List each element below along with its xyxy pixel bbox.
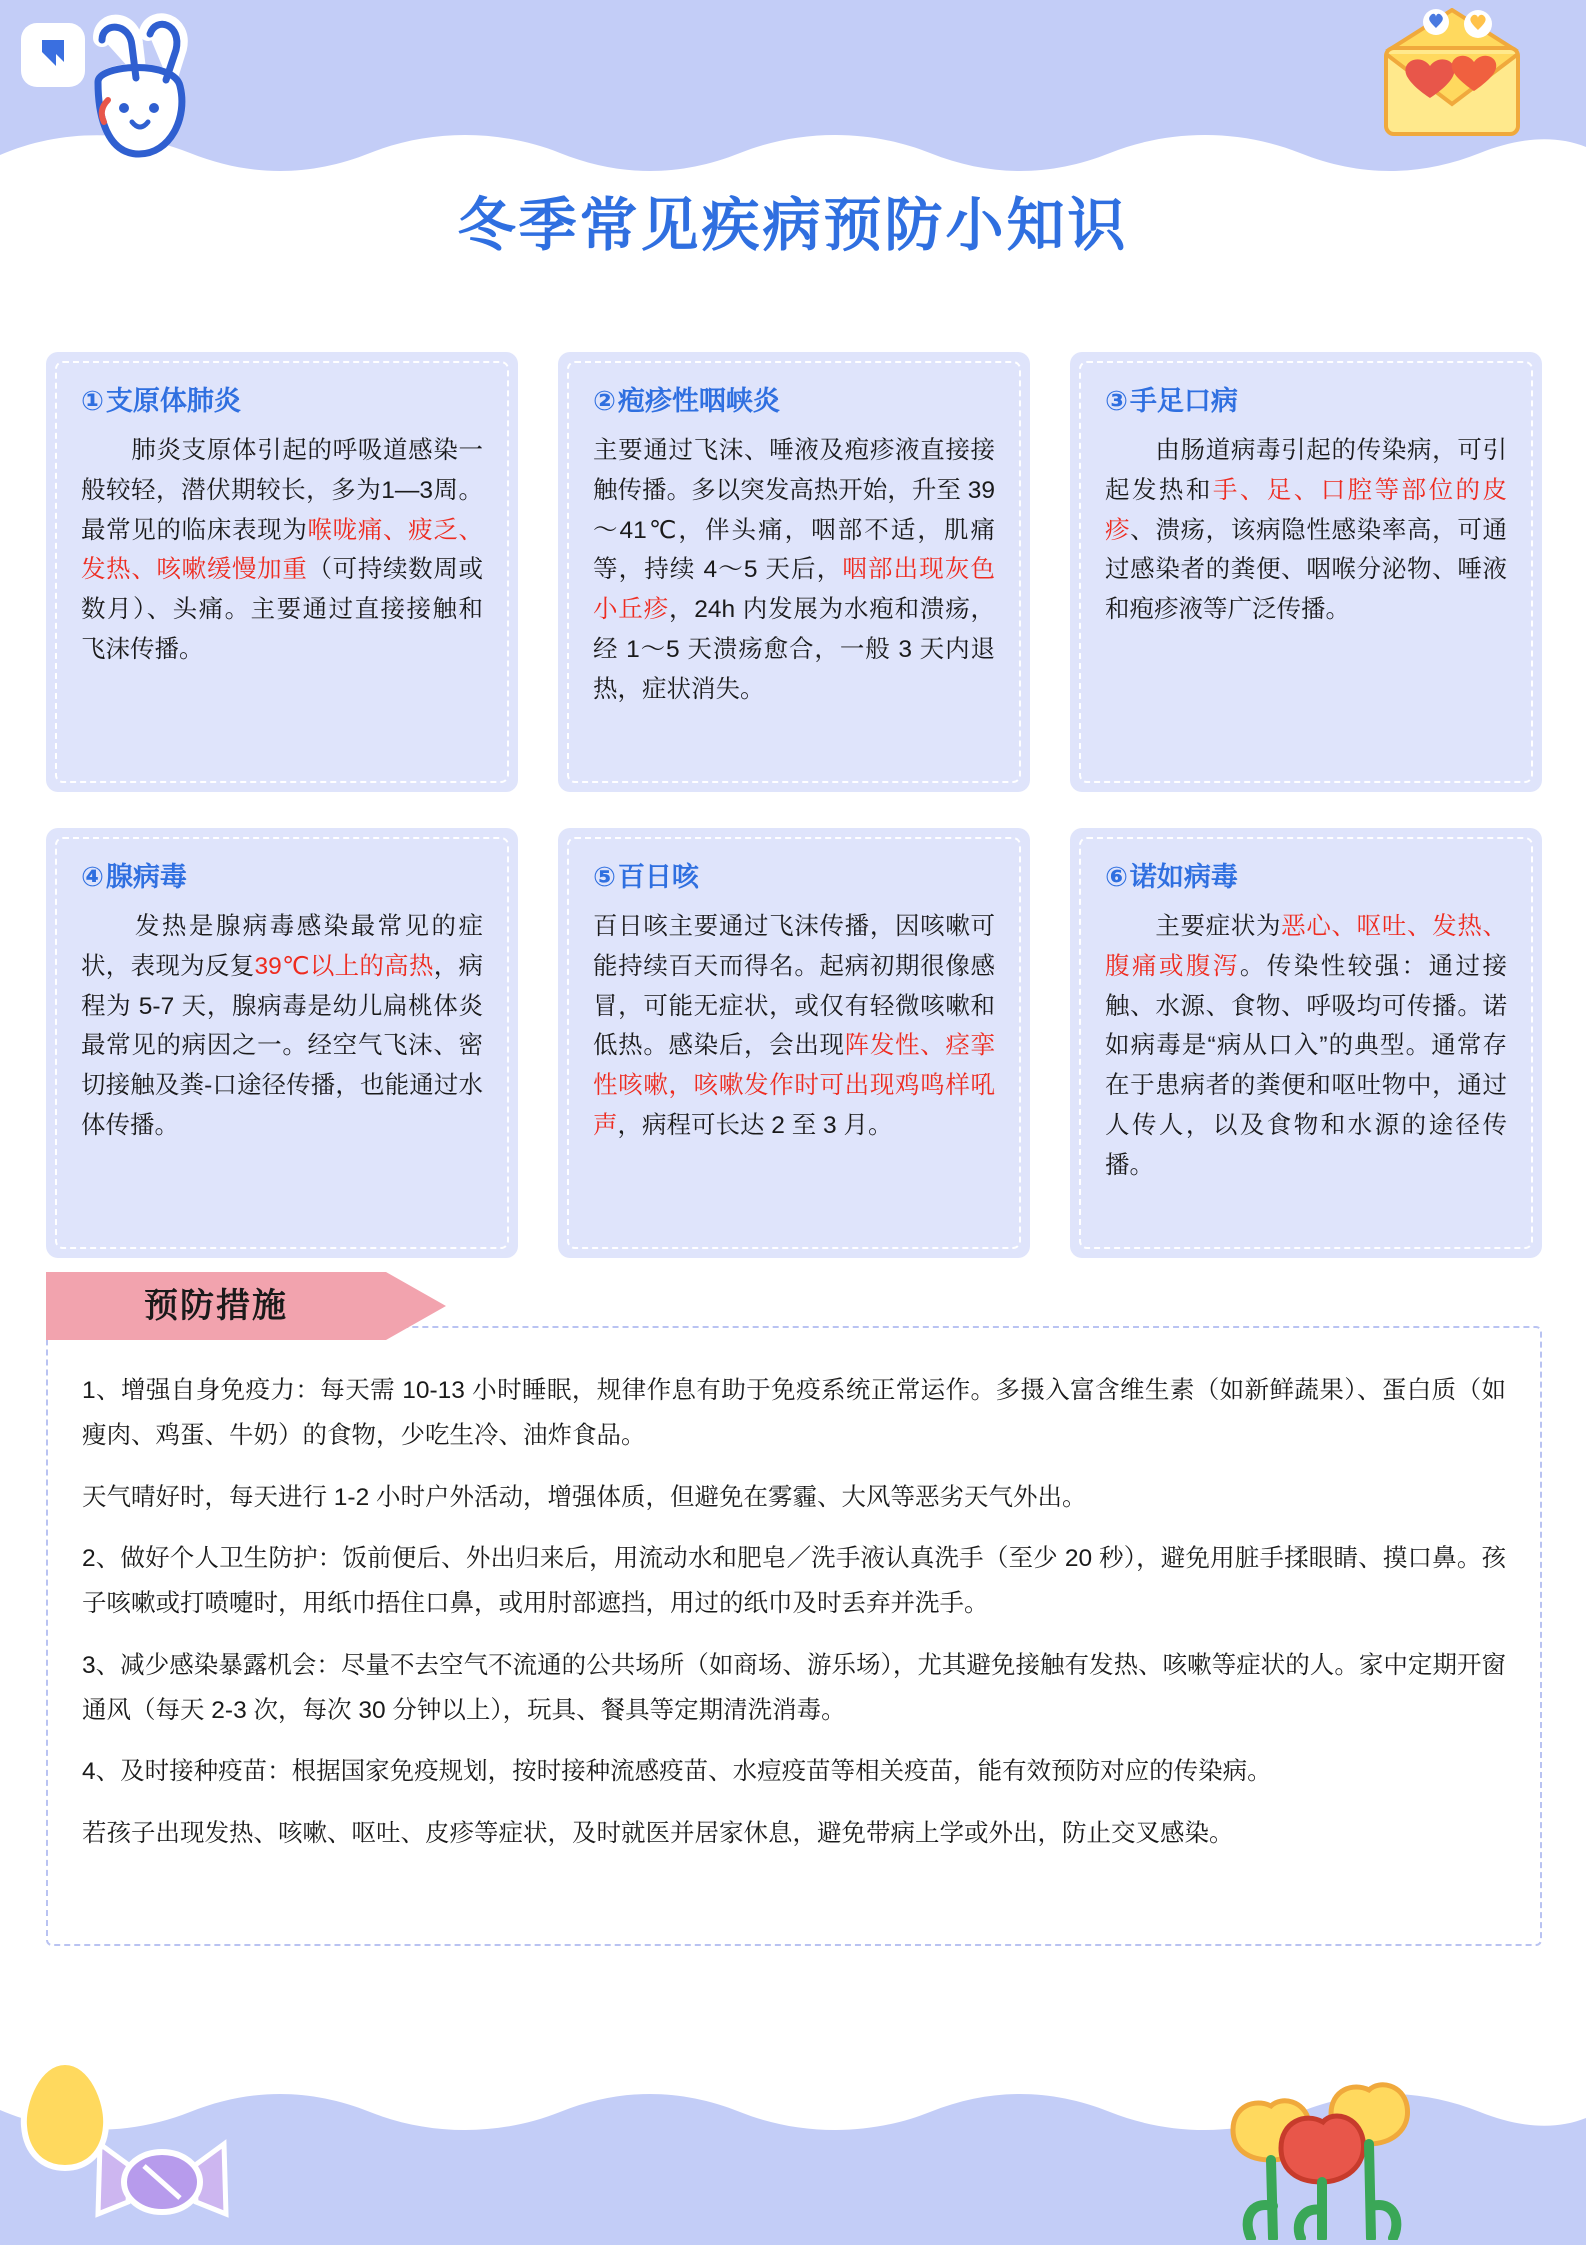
card-4-title: 腺病毒 [105,862,187,892]
disease-card-1 [46,352,518,792]
disease-card-5 [558,828,1030,1258]
card-3-number: ③ [1105,386,1128,416]
prevention-paragraph-1: 1、增强自身免疫力：每天需 10-13 小时睡眠，规律作息有助于免疫系统正常运作。多摄入富含维生素（如新鲜蔬果）、蛋白质（如瘦肉、鸡蛋、牛奶）的食物，少吃生冷、油炸食品。 [82,1377,1506,1450]
card-4-number: ④ [81,862,104,892]
card-1-text-a: 肺炎支原体引起的呼吸道感染一般较轻，潜伏期较长，多为1—3周。最常见的临床表现为 [81,437,483,544]
card-6-text-a: 主要症状为 [1105,913,1282,941]
card-1-text-highlight: 喉咙痛、疲乏、发热、咳嗽缓慢加重 [81,516,483,584]
prevention-banner-label: 预防措施 [144,1287,288,1325]
top-decorative-band [0,0,1586,190]
card-3-text-b: 、溃疡，该病隐性感染率高，可通过感染者的粪便、咽喉分泌物、唾液和疱疹液等广泛传播。 [1105,516,1508,624]
card-5-text-highlight: 阵发性、痉挛性咳嗽，咳嗽发作时可出现鸡鸣样吼声 [593,1032,996,1139]
card-2-body [593,431,995,709]
card-3-body [1105,431,1507,629]
rabbit-icon [62,8,212,193]
prevention-measures-box [46,1326,1542,1946]
card-6-text-highlight: 恶心、呕吐、发热、腹痛或腹泻 [1105,913,1508,981]
card-6-body [1105,907,1507,1185]
card-5-text-b: ，病程可长达 2 至 3 月。 [617,1111,893,1139]
card-4-body [81,907,483,1145]
card-5-body [593,907,995,1145]
prevention-banner [46,1272,446,1340]
card-6-heading [1105,861,1507,893]
prevention-paragraph-3: 2、做好个人卫生防护：饭前便后、外出归来后，用流动水和肥皂／洗手液认真洗手（至少 20 秒），避免用脏手揉眼睛、摸口鼻。孩子咳嗽或打喷嚏时，用纸巾捂住口鼻，或用肘部遮挡，用过的纸巾及时丢弃并洗手。 [82,1544,1506,1618]
card-6-text-b: 。传染性较强：通过接触、水源、食物、呼吸均可传播。诺如病毒是“病从口入”的典型。通常存在于患病者的粪便和呕吐物中，通过人传人，以及食物和水源的途径传播。 [1105,953,1508,1179]
card-4-text-a: 发热是腺病毒感染最常见的症状，表现为反复 [81,913,483,981]
page-title: 冬季常见疾病预防小知识 [457,193,1129,258]
prevention-paragraph-2: 天气晴好时，每天进行 1-2 小时户外活动，增强体质，但避免在雾霾、大风等恶劣天气外出。 [82,1483,1087,1511]
card-1-title: 支原体肺炎 [105,386,241,416]
card-5-text-a: 百日咳主要通过飞沫传播，因咳嗽可能持续百天而得名。起病初期很像感冒，可能无症状，或仅有轻微咳嗽和低热。感染后，会出现 [593,913,995,1060]
card-3-heading [1105,385,1507,417]
card-2-number: ② [593,386,616,416]
card-5-title: 百日咳 [617,862,699,892]
prevention-paragraph-4: 3、减少感染暴露机会：尽量不去空气不流通的公共场所（如商场、游乐场），尤其避免接触有发热、咳嗽等症状的人。家中定期开窗通风（每天 2-3 次，每次 30 分钟以上），玩具、餐具等定期清洗消毒。 [82,1651,1506,1724]
disease-card-6 [1070,828,1542,1258]
card-5-heading [593,861,995,893]
card-2-text-a: 主要通过飞沫、唾液及疱疹液直接接触传播。多以突发高热开始，升至 39～41℃，伴头痛，咽部不适，肌痛等，持续 4～5 天后， [593,437,995,584]
card-4-text-highlight: 39℃以上的高热 [254,953,434,981]
disease-card-2 [558,352,1030,792]
card-4-heading [81,861,483,893]
card-3-text-a: 由肠道病毒引起的传染病，可引起发热和 [1105,437,1507,505]
card-2-title: 疱疹性咽峡炎 [617,386,780,416]
card-6-number: ⑥ [1105,862,1128,892]
card-2-text-highlight: 咽部出现灰色小丘疹 [593,556,995,624]
prevention-paragraph-5: 4、及时接种疫苗：根据国家免疫规划，按时接种流感疫苗、水痘疫苗等相关疫苗，能有效预防对应的传染病。 [82,1758,1272,1786]
card-1-body [81,431,483,669]
card-1-text-b: （可持续数周或数月）、头痛。主要通过直接接触和飞沫传播。 [81,556,483,663]
card-3-title: 手足口病 [1129,386,1238,416]
prevention-paragraph-6: 若孩子出现发热、咳嗽、呕吐、皮疹等症状，及时就医并居家休息，避免带病上学或外出，防止交叉感染。 [82,1819,1234,1847]
card-6-title: 诺如病毒 [1129,862,1238,892]
card-5-number: ⑤ [593,862,616,892]
card-2-heading [593,385,995,417]
tulips-icon [1181,2010,1461,2245]
envelope-icon [1356,8,1546,173]
card-1-number: ① [81,386,104,416]
disease-card-grid [46,352,1542,1258]
disease-card-4 [46,828,518,1258]
card-2-text-b: ，24h 内发展为水疱和溃疡，经 1～5 天溃疡愈合，一般 3 天内退热，症状消失。 [593,596,996,703]
card-4-text-b: ，病程为 5-7 天，腺病毒是幼儿扁桃体炎最常见的病因之一。经空气飞沫、密切接触及粪-口途径传播，也能通过水体传播。 [81,953,484,1139]
card-3-text-highlight: 手、足、口腔等部位的皮疹 [1105,477,1508,544]
egg-icon [10,2054,120,2179]
disease-card-3 [1070,352,1542,792]
card-1-heading [81,385,483,417]
